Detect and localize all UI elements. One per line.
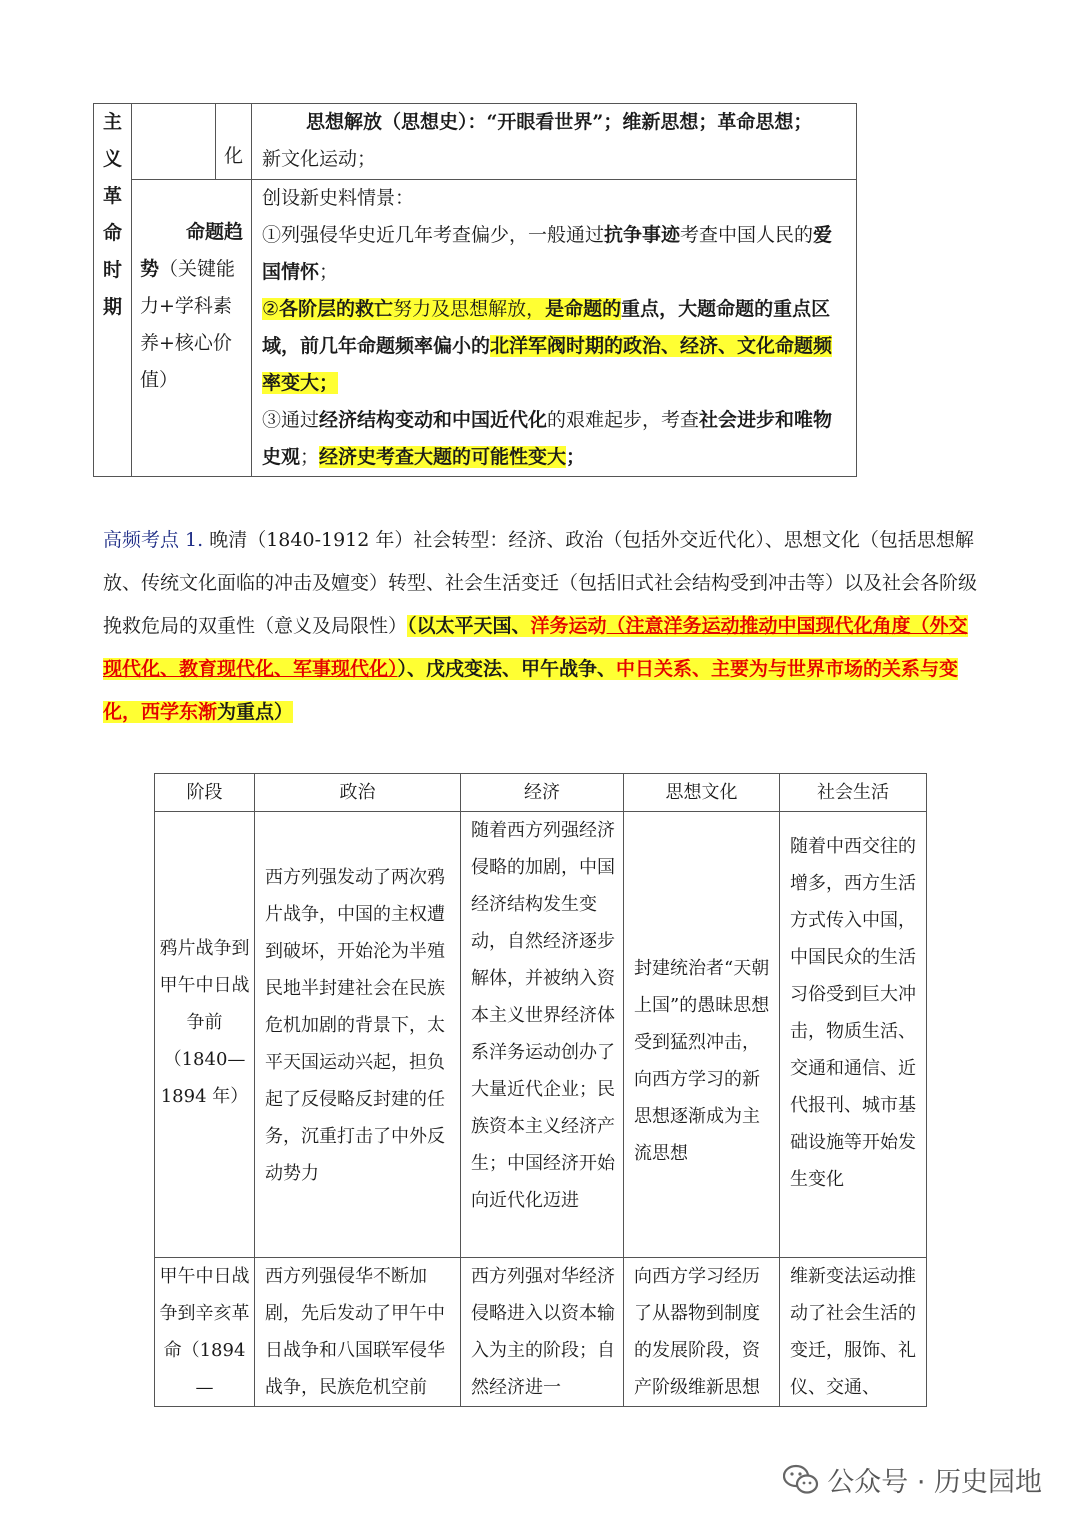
key-point-lead: 高频考点 1.	[103, 529, 210, 551]
society-text: 随着中西交往的增多，西方生活方式传入中国，中国民众的生活习俗受到巨大冲击，物质生活、交通和通信、近代报刊、城市基础设施等开始发生变化	[790, 836, 916, 1190]
society-cell	[780, 812, 927, 1258]
society-text: 维新变法运动推动了社会生活的变迁，服饰、礼仪、交通、	[790, 1266, 916, 1398]
text-run-highlight: ②	[262, 298, 280, 320]
side-char: 主	[102, 111, 122, 133]
table-header-row	[155, 774, 927, 812]
politics-text: 西方列强发动了两次鸦片战争，中国的主权遭到破坏，开始沦为半殖民地半封建社会在民族危机加剧的背景下，太平天国运动兴起，担负起了反侵略反封建的任务，沉重打击了中外反动势力	[265, 867, 445, 1184]
text-run-highlight: 努力及思想解放，	[393, 298, 546, 320]
economy-cell	[461, 812, 624, 1258]
trend-intro: 创设新史料情景：	[262, 187, 415, 209]
text-run-highlight: 是命题的	[545, 298, 622, 320]
trend-point-3	[262, 402, 846, 476]
text-run-highlight: 经济史考查大题的可能性变大	[319, 446, 567, 468]
text-run-bold: 大题命题的重点区域，前几年命题频率偏小的	[262, 298, 831, 357]
politics-text: 西方列强侵华不断加剧，先后发动了甲午中日战争和八国联军侵华战争，民族危机空前	[265, 1266, 445, 1398]
watermark-text: 公众号 · 历史园地	[827, 1467, 1042, 1498]
trend-label-cell	[132, 180, 252, 477]
key-point-paragraph	[103, 519, 983, 734]
side-char: 义	[102, 148, 122, 170]
text-run: ①列强侵华史近几年考查偏少，一般通过	[262, 224, 605, 246]
side-char: 时	[102, 259, 122, 281]
trend-content-cell	[252, 180, 857, 477]
text-run-highlight: 北洋军阀时期的政治、经济、文化命题频率变大；	[262, 335, 833, 394]
trend-label-bold2: 势	[140, 258, 160, 280]
society-cell	[780, 1258, 927, 1407]
economy-text: 随着西方列强经济侵略的加剧，中国经济结构发生变动，自然经济逐步解体，并被纳入资本主义世界经济体系洋务运动创办了大量近代企业；民族资本主义经济产生；中国经济开始向近代化迈进	[471, 820, 615, 1211]
text-run-bold: 抗争事迹	[604, 224, 681, 246]
period-overview-table	[93, 103, 857, 477]
text-run: ；	[319, 261, 339, 283]
text-run-bold: 社会进步和唯物史观	[262, 409, 833, 468]
emphasis-run-red: （注意洋务运动推动中国现代化角度（外交现代化、教育现代化、军事现代化）	[103, 615, 968, 680]
trend-point-1	[262, 217, 846, 291]
wechat-icon	[783, 1464, 819, 1496]
table-row	[155, 812, 927, 1258]
thought-line-2: 新文化运动；	[262, 148, 377, 170]
empty-cell	[132, 104, 216, 180]
thought-text: 封建统治者“天朝上国”的愚昧思想受到猛烈冲击，向西方学习的新思想逐渐成为主流思想	[634, 958, 770, 1164]
header-economy: 经济	[461, 774, 624, 812]
stage-text: 甲午中日战争到辛亥革命（1894—	[159, 1266, 250, 1398]
stage-comparison-table	[154, 773, 927, 1407]
thought-cell	[624, 1258, 780, 1407]
trend-label-bold: 命题趋	[186, 221, 244, 243]
emphasis-run: （以太平天国、	[407, 615, 531, 637]
text-run: ；	[300, 446, 320, 468]
text-run-bold: 重点，	[621, 298, 679, 320]
header-politics: 政治	[255, 774, 461, 812]
category-cell	[216, 104, 252, 180]
stage-text: 鸦片战争到甲午中日战争前（1840—1894 年）	[159, 938, 250, 1107]
key-point-text: 晚清（1840-1912 年）社会转型：经济、政治（包括外交近代化）、思想文化（包括思想解放、传统文化面临的冲击及嬗变）转型、社会生活变迁（包括旧式社会结构受到冲击等）以及社会各阶级挽救危局的双重性（意义及局限性）	[103, 529, 978, 637]
emphasis-run-red: 洋务运动	[530, 615, 607, 637]
stage-cell	[155, 1258, 255, 1407]
text-run: 的艰难起步，考查	[547, 409, 700, 431]
economy-text: 西方列强对华经济侵略进入以资本输入为主的阶段；自然经济进一	[471, 1266, 615, 1398]
text-run: ③通过	[262, 409, 320, 431]
text-run-bold: 爱国情怀	[262, 224, 833, 283]
table-row	[155, 1258, 927, 1407]
header-society: 社会生活	[780, 774, 927, 812]
category-char: 化	[223, 145, 243, 167]
text-run-highlight: 各阶层的救亡	[279, 298, 394, 320]
politics-cell	[255, 1258, 461, 1407]
thought-text: 向西方学习经历了从器物到制度的发展阶段，资产阶级维新思想	[634, 1266, 760, 1398]
politics-cell	[255, 812, 461, 1258]
economy-cell	[461, 1258, 624, 1407]
text-run: 考查中国人民的	[680, 224, 814, 246]
thought-history-cell	[252, 104, 857, 180]
trend-point-2	[262, 291, 846, 402]
period-side-label	[94, 104, 132, 477]
side-char: 期	[102, 296, 122, 318]
stage-cell	[155, 812, 255, 1258]
header-thought: 思想文化	[624, 774, 780, 812]
header-stage: 阶段	[155, 774, 255, 812]
emphasis-run: ）、戊戌变法、甲午战争、	[397, 658, 617, 680]
side-char: 命	[102, 222, 122, 244]
text-run-bold: ；	[566, 446, 586, 468]
watermark	[783, 1460, 1042, 1499]
emphasis-run: 为重点）	[217, 701, 294, 723]
side-char: 革	[102, 185, 122, 207]
emphasis-run-red: 中日关系、主要为与世界市场的关系与变化，西学东渐	[103, 658, 959, 723]
thought-cell	[624, 812, 780, 1258]
trend-label-rest: （关键能力+学科素养+核心价值）	[140, 258, 236, 391]
thought-line-1: 思想解放（思想史）：“开眼看世界”；维新思想；革命思想；	[306, 111, 813, 133]
text-run-bold: 经济结构变动和中国近代化	[319, 409, 548, 431]
